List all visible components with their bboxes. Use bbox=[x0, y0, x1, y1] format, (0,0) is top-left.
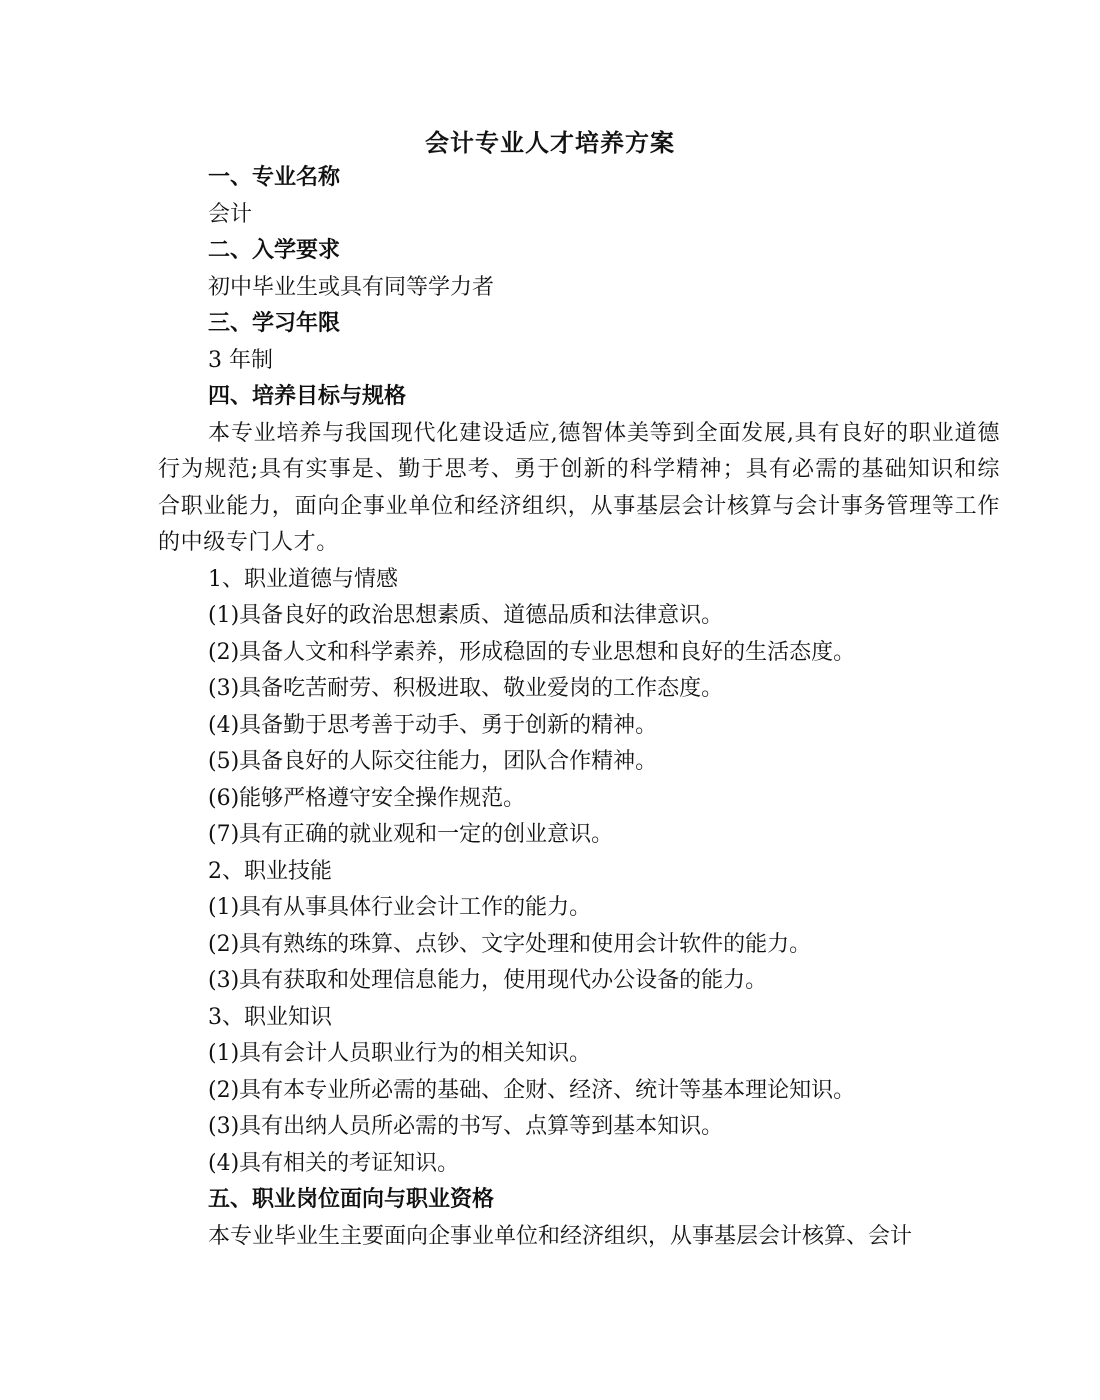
section-text: 会计 bbox=[208, 201, 253, 227]
list-item: (2)具有熟练的珠算、点钞、文字处理和使用会计软件的能力。 bbox=[208, 931, 812, 957]
list-item: (4)具备勤于思考善于动手、勇于创新的精神。 bbox=[208, 712, 658, 738]
list-item: (2)具有本专业所必需的基础、企财、经济、统计等基本理论知识。 bbox=[208, 1077, 856, 1103]
section-heading: 三、学习年限 bbox=[208, 311, 341, 336]
list-item: (6)能够严格遵守安全操作规范。 bbox=[208, 785, 526, 811]
section-heading: 一、专业名称 bbox=[208, 165, 341, 190]
list-item: (5)具备良好的人际交往能力，团队合作精神。 bbox=[208, 749, 658, 774]
document-title: 会计专业人才培养方案 bbox=[425, 129, 675, 157]
section-text: 初中毕业生或具有同等学力者 bbox=[208, 274, 495, 300]
subsection-heading: 2、职业技能 bbox=[208, 858, 332, 884]
subsection-heading: 1、职业道德与情感 bbox=[208, 566, 398, 592]
section-heading: 二、入学要求 bbox=[208, 238, 341, 263]
list-item: (4)具有相关的考证知识。 bbox=[208, 1150, 460, 1176]
list-item: (1)具有从事具体行业会计工作的能力。 bbox=[208, 895, 592, 920]
list-item: (3)具备吃苦耐劳、积极进取、敬业爱岗的工作态度。 bbox=[208, 676, 724, 701]
section-heading: 五、职业岗位面向与职业资格 bbox=[208, 1187, 495, 1212]
list-item: (3)具有获取和处理信息能力，使用现代办公设备的能力。 bbox=[208, 968, 768, 993]
list-item: (1)具有会计人员职业行为的相关知识。 bbox=[208, 1041, 592, 1066]
subsection-heading: 3、职业知识 bbox=[208, 1004, 332, 1030]
section-text: 3 年制 bbox=[208, 347, 273, 373]
section-paragraph: 本专业培养与我国现代化建设适应,德智体美等到全面发展,具有良好的职业道德行为规范;具有实事是、勤于思考、勇于创新的科学精神；具有必需的基础知识和综合职业能力，面向企事业单位和经济组织，从事基层会计核算与会计事务管理等工作的中级专门人才。 bbox=[158, 420, 1000, 555]
list-item: (3)具有出纳人员所必需的书写、点算等到基本知识。 bbox=[208, 1114, 724, 1139]
list-item: (7)具有正确的就业观和一定的创业意识。 bbox=[208, 822, 614, 847]
document-body bbox=[158, 160, 1000, 1255]
list-item: (1)具备良好的政治思想素质、道德品质和法律意识。 bbox=[208, 603, 724, 628]
section-text: 本专业毕业生主要面向企事业单位和经济组织，从事基层会计核算、会计 bbox=[208, 1223, 913, 1249]
list-item: (2)具备人文和科学素养，形成稳固的专业思想和良好的生活态度。 bbox=[208, 639, 856, 665]
section-heading: 四、培养目标与规格 bbox=[208, 384, 407, 409]
